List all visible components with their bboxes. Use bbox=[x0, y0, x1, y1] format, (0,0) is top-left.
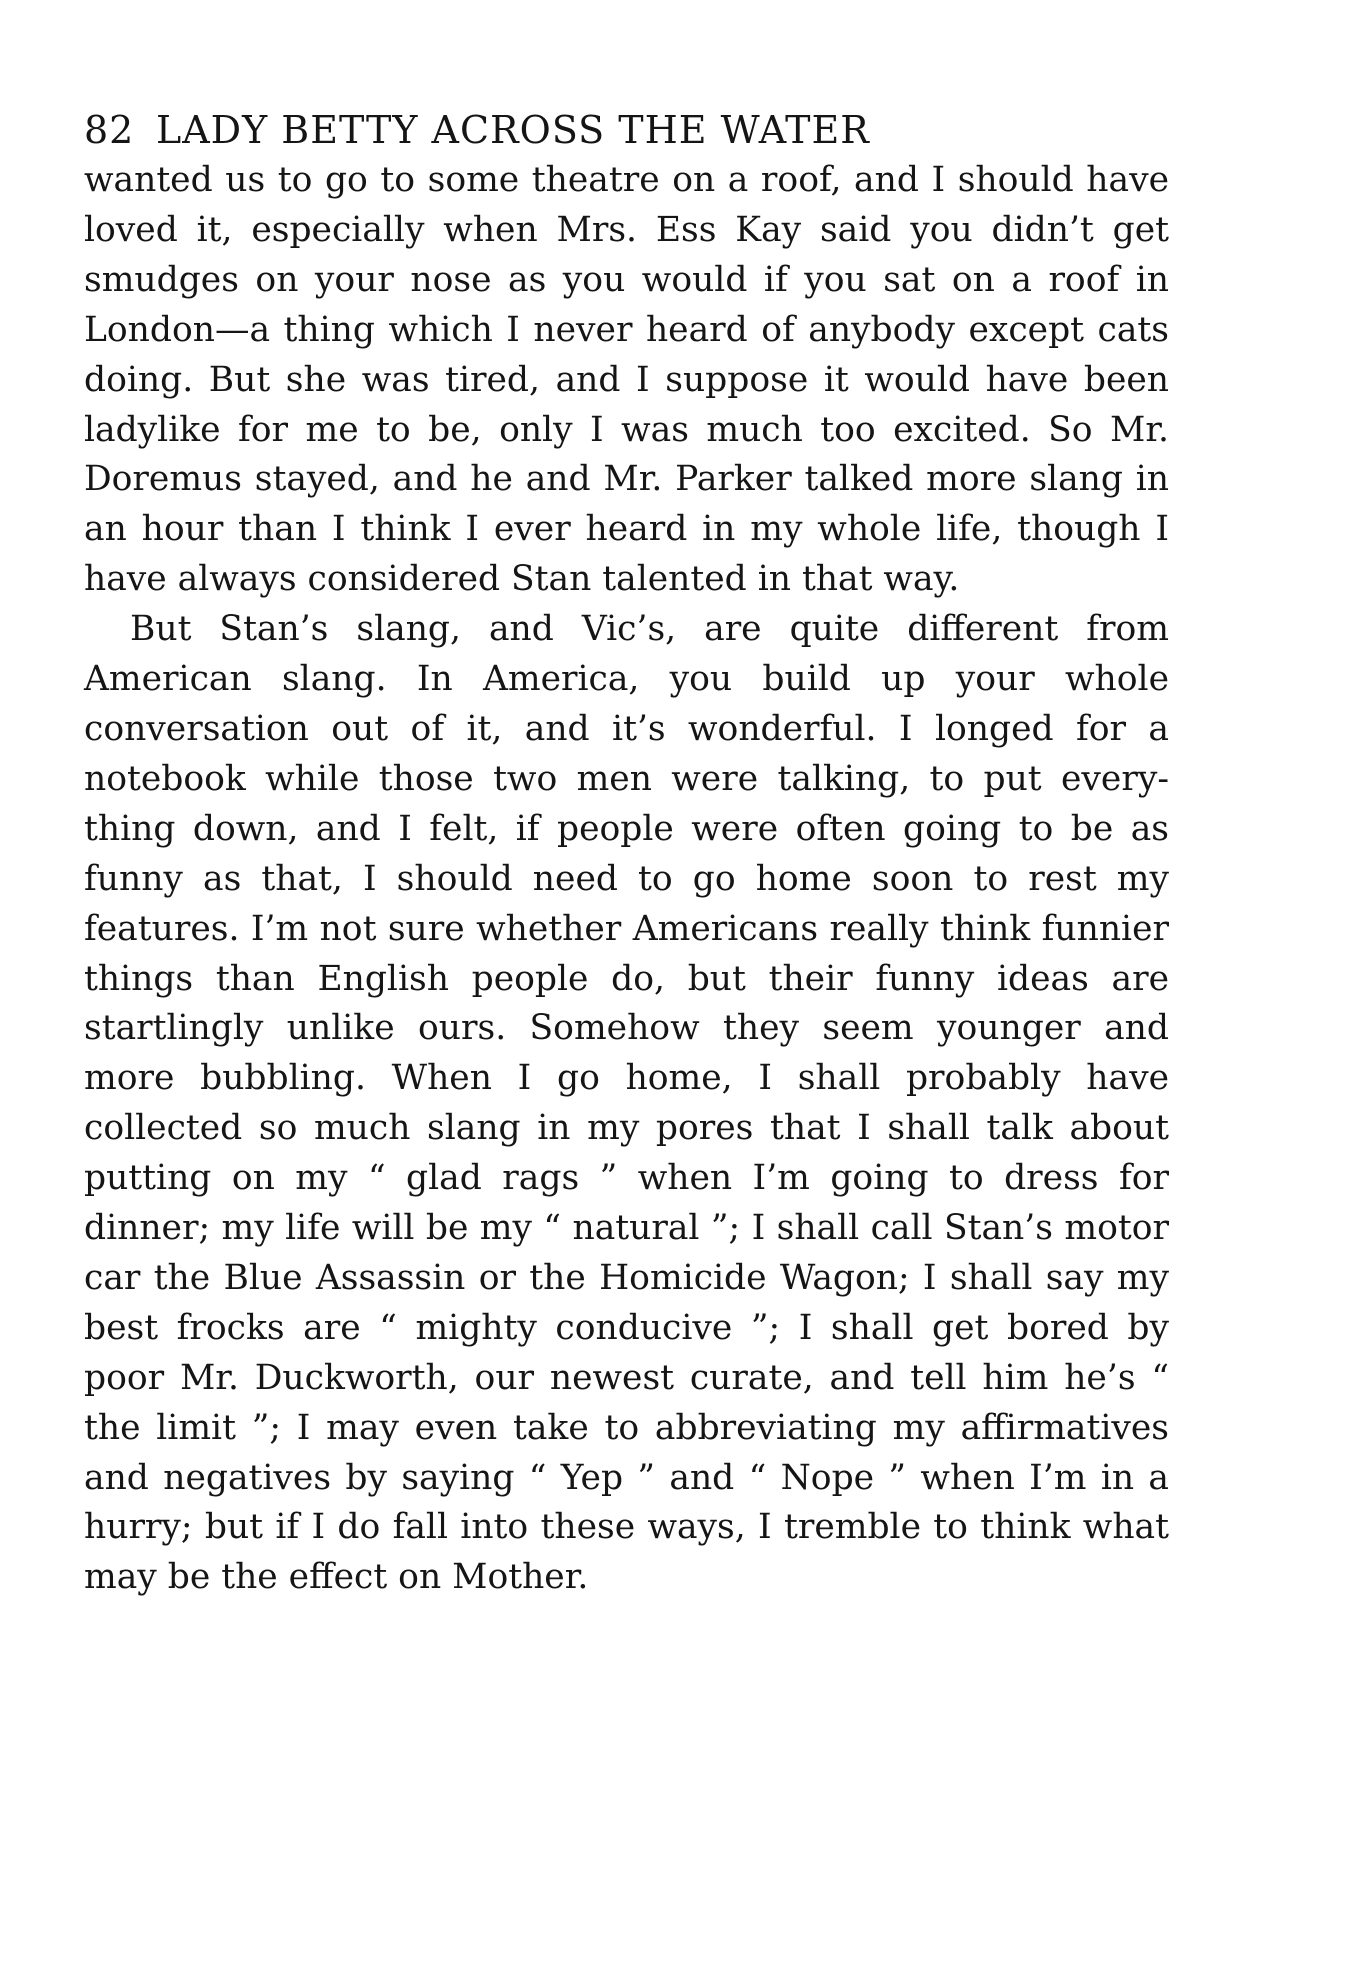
body-text bbox=[84, 156, 1169, 1603]
paragraph-continued: wanted us to go to some theatre on a roof, and I should have loved it, especially when Mrs. Ess Kay said you didn’t get smudges on your nose as you would if you sat on a roof in London—a thing which I never heard of anybody except cats doing. But she was tired, and I suppose it would have been ladylike for me to be, only I was much too excited. So Mr. Doremus stayed, and he and Mr. Parker talked more slang in an hour than I think I ever heard in my whole life, though I have always considered Stan talented in that way. bbox=[84, 160, 1169, 600]
book-page bbox=[84, 104, 1169, 1603]
paragraph: But Stan’s slang, and Vic’s, are quite different from American slang. In America, you build up your whole conversation out of it, and it’s wonderful. I longed for a notebook while those two men were talking, to put everything down, and I felt, if people were often going to be as funny as that, I should need to go home soon to rest my features. I’m not sure whether Americans really think funnier things than English people do, but their funny ideas are startlingly unlike ours. Somehow they seem younger and more bubbling. When I go home, I shall probably have collected so much slang in my pores that I shall talk about putting on my “ glad rags ” when I’m going to dress for dinner; my life will be my “ natural ”; I shall call Stan’s motor car the Blue Assassin or the Homicide Wagon; I shall say my best frocks are “ mighty conducive ”; I shall get bored by poor Mr. Duckworth, our newest curate, and tell him he’s “ the limit ”; I may even take to abbreviating my affirmatives and negatives by saying “ Yep ” and “ Nope ” when I’m in a hurry; but if I do fall into these ways, I tremble to think what may be the effect on Mother. bbox=[84, 609, 1169, 1598]
running-head bbox=[84, 104, 1169, 156]
page-number: 82 bbox=[84, 108, 135, 152]
running-title: LADY BETTY ACROSS THE WATER bbox=[156, 108, 870, 152]
